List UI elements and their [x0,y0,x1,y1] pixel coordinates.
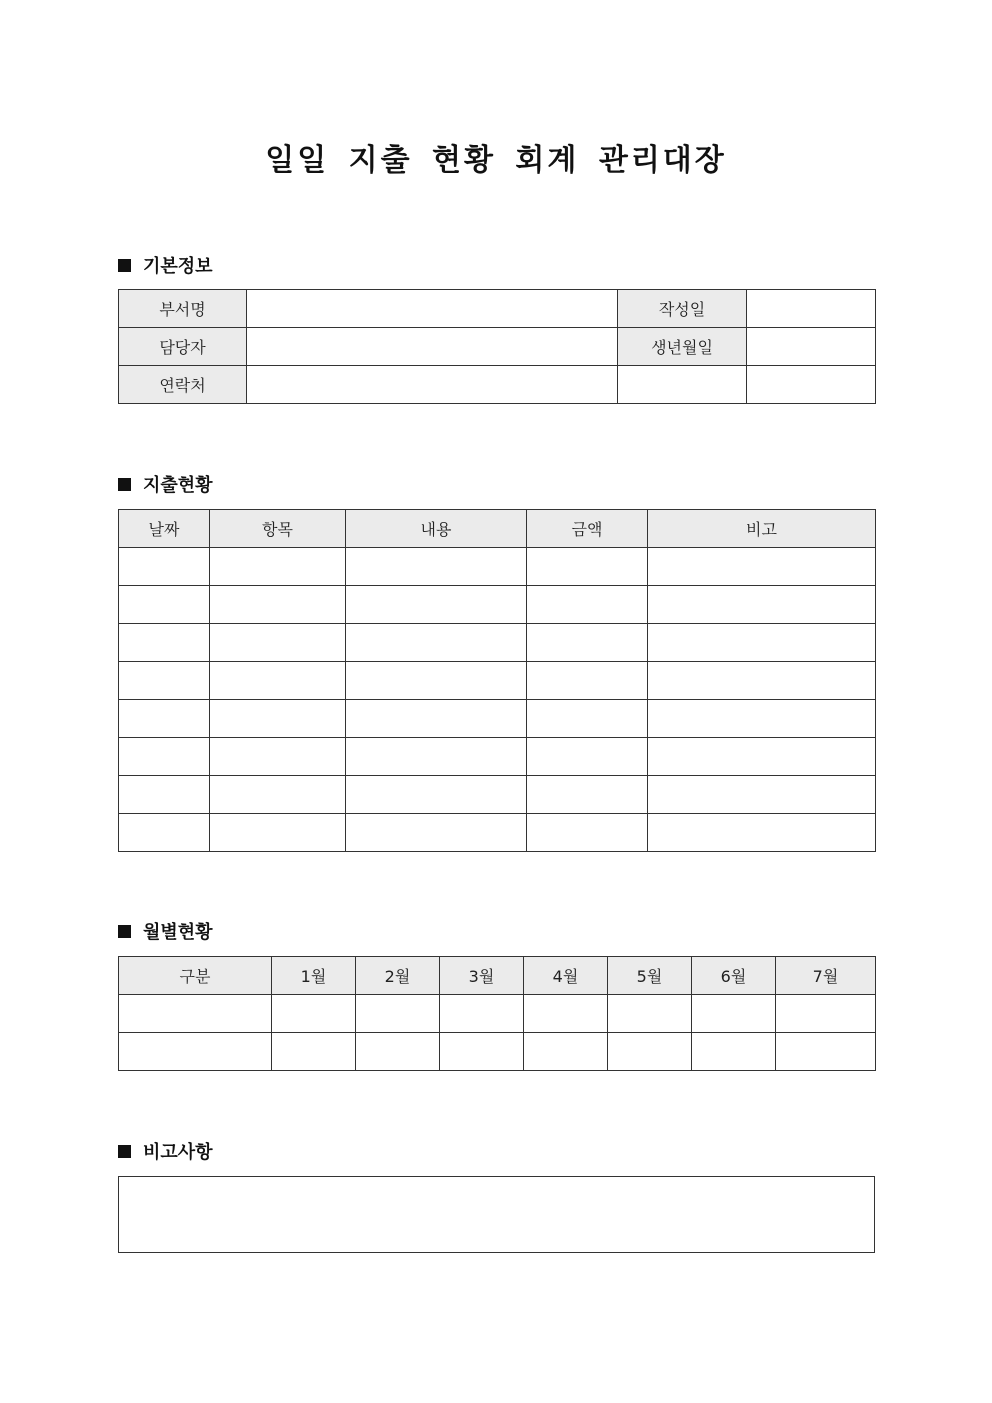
column-header: 항목 [210,510,346,548]
table-cell[interactable] [346,814,527,852]
column-header: 1월 [272,957,356,995]
section-label: 기본정보 [143,256,213,277]
table-cell[interactable] [272,995,356,1033]
table-cell[interactable] [692,995,776,1033]
table-header-row [119,957,876,995]
column-header: 2월 [356,957,440,995]
table-cell[interactable] [119,700,210,738]
table-cell[interactable] [346,624,527,662]
birthdate-field[interactable] [747,328,876,366]
table-cell[interactable] [440,1033,524,1071]
table-cell[interactable] [608,1033,692,1071]
basic-info-table [118,289,876,404]
table-cell[interactable] [524,995,608,1033]
table-cell[interactable] [210,776,346,814]
table-cell[interactable] [119,586,210,624]
expense-table [118,509,876,852]
table-row [119,586,876,624]
contact-field[interactable] [247,366,618,404]
table-cell[interactable] [648,662,876,700]
table-row [119,328,876,366]
label-cell: 작성일 [618,290,747,328]
table-row [119,548,876,586]
manager-field[interactable] [247,328,618,366]
table-cell[interactable] [356,1033,440,1071]
section-expense [118,471,213,497]
remarks-box[interactable] [118,1176,875,1253]
section-basic-info [118,252,213,278]
table-cell[interactable] [527,586,648,624]
table-cell[interactable] [210,586,346,624]
table-cell[interactable] [527,776,648,814]
table-header-row [119,510,876,548]
column-header: 내용 [346,510,527,548]
empty-cell[interactable] [747,366,876,404]
table-cell[interactable] [527,548,648,586]
table-cell[interactable] [346,738,527,776]
table-cell[interactable] [524,1033,608,1071]
monthly-table [118,956,876,1071]
table-cell[interactable] [210,662,346,700]
table-row [119,366,876,404]
table-cell[interactable] [527,700,648,738]
table-cell[interactable] [119,624,210,662]
table-cell[interactable] [648,776,876,814]
table-cell[interactable] [119,776,210,814]
table-cell[interactable] [210,814,346,852]
table-cell[interactable] [119,814,210,852]
column-header: 7월 [776,957,876,995]
column-header: 4월 [524,957,608,995]
table-cell[interactable] [272,1033,356,1071]
square-bullet-icon [118,1145,131,1158]
table-cell[interactable] [119,548,210,586]
label-cell: 부서명 [119,290,247,328]
page-title: 일일 지출 현황 회계 관리대장 [265,143,727,178]
table-cell[interactable] [776,995,876,1033]
table-cell[interactable] [648,738,876,776]
section-label: 지출현황 [143,475,213,496]
table-row [119,814,876,852]
table-cell[interactable] [648,814,876,852]
table-row [119,1033,876,1071]
square-bullet-icon [118,925,131,938]
table-cell[interactable] [346,662,527,700]
square-bullet-icon [118,478,131,491]
table-cell[interactable] [210,700,346,738]
table-row [119,624,876,662]
column-header: 비고 [648,510,876,548]
table-row [119,662,876,700]
table-cell[interactable] [119,662,210,700]
created-date-field[interactable] [747,290,876,328]
table-row [119,738,876,776]
table-cell[interactable] [440,995,524,1033]
table-cell[interactable] [119,738,210,776]
department-field[interactable] [247,290,618,328]
table-cell[interactable] [527,624,648,662]
table-cell[interactable] [346,776,527,814]
label-cell: 생년월일 [618,328,747,366]
table-cell[interactable] [356,995,440,1033]
table-cell[interactable] [346,700,527,738]
table-cell[interactable] [648,624,876,662]
label-cell: 담당자 [119,328,247,366]
table-row [119,290,876,328]
column-header: 날짜 [119,510,210,548]
column-header: 금액 [527,510,648,548]
table-cell[interactable] [527,662,648,700]
section-label: 월별현황 [143,922,213,943]
section-monthly [118,918,213,944]
table-cell[interactable] [346,586,527,624]
column-header: 3월 [440,957,524,995]
table-cell[interactable] [648,586,876,624]
table-cell[interactable] [210,738,346,776]
section-remarks [118,1138,213,1164]
table-cell[interactable] [210,548,346,586]
empty-cell[interactable] [618,366,747,404]
column-header: 6월 [692,957,776,995]
table-cell[interactable] [210,624,346,662]
column-header: 구분 [119,957,272,995]
table-cell[interactable] [608,995,692,1033]
column-header: 5월 [608,957,692,995]
table-row [119,995,876,1033]
section-label: 비고사항 [143,1142,213,1163]
table-cell[interactable] [648,700,876,738]
table-cell[interactable] [648,548,876,586]
label-cell: 연락처 [119,366,247,404]
table-row [119,700,876,738]
table-cell[interactable] [119,995,272,1033]
table-cell[interactable] [776,1033,876,1071]
table-cell[interactable] [346,548,527,586]
table-cell[interactable] [527,814,648,852]
square-bullet-icon [118,259,131,272]
table-row [119,776,876,814]
table-cell[interactable] [527,738,648,776]
table-cell[interactable] [119,1033,272,1071]
table-cell[interactable] [692,1033,776,1071]
